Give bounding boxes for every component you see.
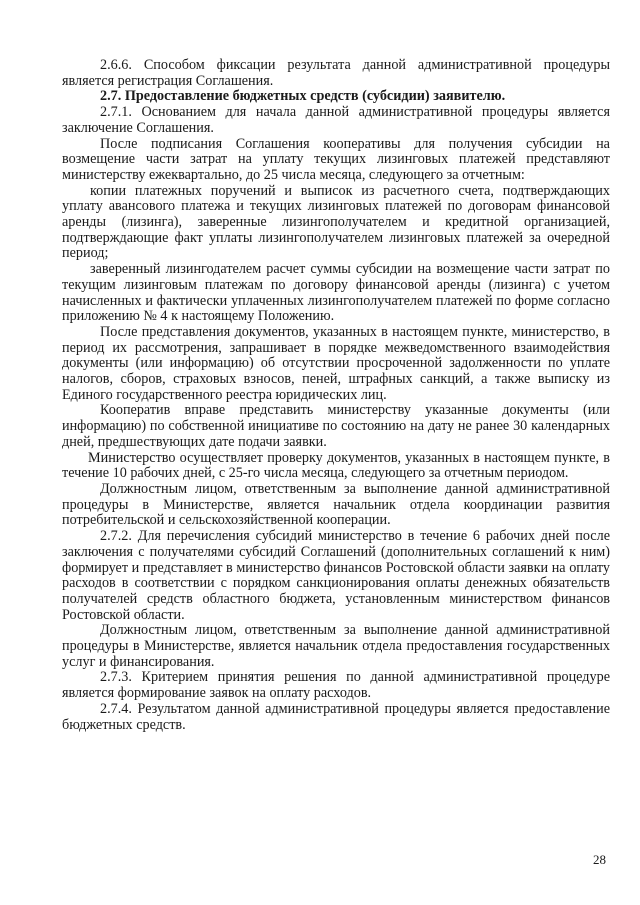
paragraph-interagency-request: После представления документов, указанных в настоящем пункте, министерство, в период их рассмотрения, запрашивает в порядке межведомственного взаимодействия документы (или информацию) об отсутствии просроченной задолженности по уплате налогов, сборов, страховых взносов, пеней, штрафных санкций, а также выписку из Единого государственного реестра юридических лиц. (62, 323, 610, 403)
paragraph-cooperative-right: Кооператив вправе представить министерству указанные документы (или информацию) по собственной инициативе по состоянию на дату не ранее 30 календарных дней, предшествующих дате подачи заявки. (62, 402, 610, 450)
paragraph-2-7-1: 2.7.1. Основанием для начала данной административной процедуры является заключение Соглашения. (62, 104, 610, 136)
paragraph-2-7-2: 2.7.2. Для перечисления субсидий министерство в течение 6 рабочих дней после заключения с получателями субсидий Соглашений (дополнительных соглашений к ним) формирует и представляет в министерство финансов Ростовской области заявки на оплату расходов в соответствии с порядком санкционирования оплаты денежных обязательств получателей средств областного бюджета, установленным министерством финансов Ростовской области. (62, 528, 610, 623)
paragraph-responsible-official-2: Должностным лицом, ответственным за выполнение данной административной процедуры в Министерстве, является начальник отдела предоставления государственных услуг и финансирования. (62, 622, 610, 670)
paragraph-2-6-6: 2.6.6. Способом фиксации результата данной административной процедуры является регистрация Соглашения. (62, 57, 610, 89)
paragraph-payment-copies: копии платежных поручений и выписок из расчетного счета, подтверждающих уплату авансового платежа и текущих лизинговых платежей по договорам финансовой аренды (лизинга), заверенные лизингополучателем и кредитной организацией, подтверждающие факт уплаты лизингополучателем лизинговых платежей за очередной период; (62, 182, 610, 262)
paragraph-2-7-3: 2.7.3. Критерием принятия решения по данной административной процедуре является формирование заявок на оплату расходов. (62, 669, 610, 702)
document-body (62, 58, 610, 733)
paragraph-responsible-official-1: Должностным лицом, ответственным за выполнение данной административной процедуры в Министерстве, является начальник отдела координации развития потребительской и сельскохозяйственной кооперации. (62, 480, 610, 529)
paragraph-2-7-4: 2.7.4. Результатом данной административной процедуры является предоставление бюджетных средств. (62, 700, 610, 733)
paragraph-ministry-check: Министерство осуществляет проверку документов, указанных в настоящем пункте, в течение 10 рабочих дней, с 25-го числа месяца, следующего за отчетным периодом. (62, 449, 610, 482)
section-heading-2-7: 2.7. Предоставление бюджетных средств (субсидии) заявителю. (100, 88, 506, 105)
page-number: 28 (593, 852, 606, 867)
paragraph-subsidy-calculation: заверенный лизингодателем расчет суммы субсидии на возмещение части затрат по текущим лизинговым платежам по договору финансовой аренды (лизинга) с учетом начисленных и фактически уплаченных лизингополучателем платежей по форме согласно приложению № 4 к настоящему Положению. (62, 261, 610, 325)
paragraph-after-signing: После подписания Соглашения кооперативы для получения субсидии на возмещение части затрат на уплату текущих лизинговых платежей представляют министерству ежеквартально, до 25 числа месяца, следующего за отчетным: (62, 135, 610, 183)
